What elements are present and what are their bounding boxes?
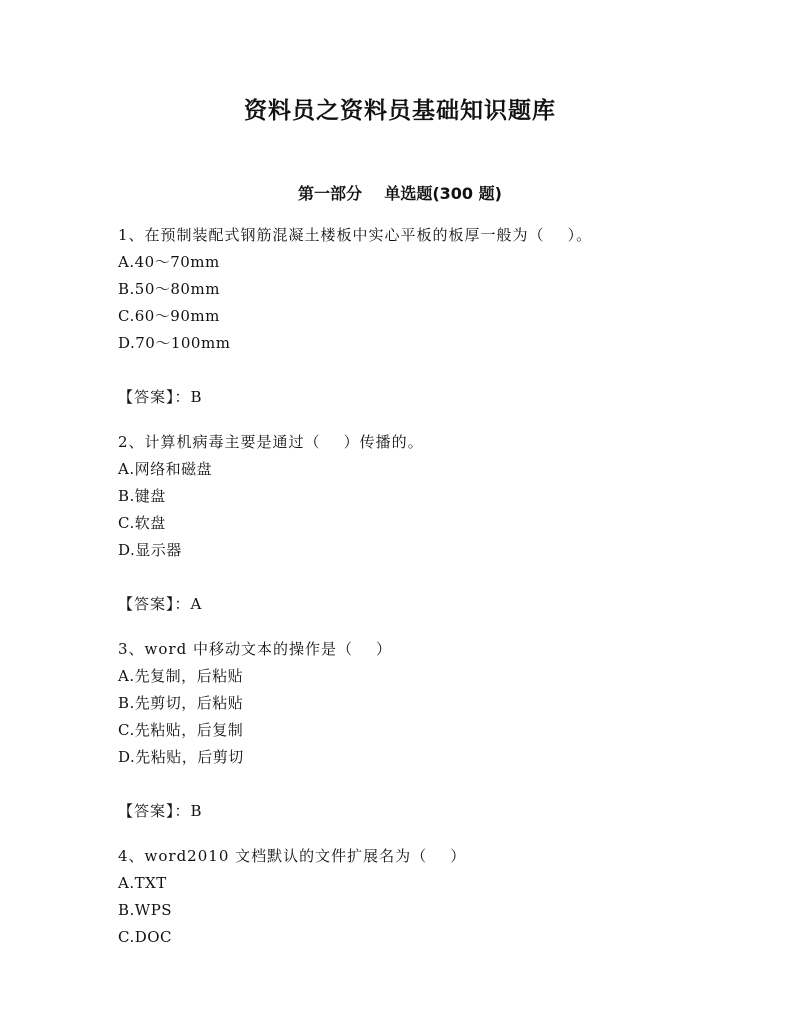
option-a: A.网络和磁盘 [118, 460, 213, 478]
question-3 [118, 636, 718, 825]
answer-value: A [190, 595, 202, 613]
question-stem: 1、在预制装配式钢筋混凝土楼板中实心平板的板厚一般为（ ）。 [118, 226, 593, 244]
option-b: B.先剪切，后粘贴 [118, 694, 244, 712]
option-b: B.50～80mm [118, 280, 220, 298]
option-a: A.先复制，后粘贴 [118, 667, 244, 685]
answer-value: B [190, 388, 202, 406]
answer-line [118, 591, 718, 618]
answer-line [118, 798, 718, 825]
option-a: A.40～70mm [118, 253, 220, 271]
question-stem: 2、计算机病毒主要是通过（ ）传播的。 [118, 433, 424, 451]
option-c: C.软盘 [118, 514, 166, 532]
option-b: B.WPS [118, 901, 173, 919]
answer-label: 【答案】： [118, 388, 191, 406]
question-4 [118, 843, 718, 951]
document-title: 资料员之资料员基础知识题库 [244, 98, 556, 124]
answer-label: 【答案】： [118, 595, 191, 613]
option-b: B.键盘 [118, 487, 166, 505]
section-title: 第一部分 单选题(300 题) [298, 184, 502, 203]
option-d: D.先粘贴，后剪切 [118, 748, 244, 766]
question-list [118, 222, 718, 951]
option-d: D.显示器 [118, 541, 182, 559]
option-a: A.TXT [118, 874, 167, 892]
question-stem: 3、word 中移动文本的操作是（ ） [118, 640, 393, 658]
answer-label: 【答案】： [118, 802, 191, 820]
question-stem: 4、word2010 文档默认的文件扩展名为（ ） [118, 847, 467, 865]
answer-value: B [190, 802, 202, 820]
option-c: C.60～90mm [118, 307, 220, 325]
question-1 [118, 222, 718, 411]
answer-line [118, 384, 718, 411]
option-c: C.DOC [118, 928, 173, 946]
option-d: D.70～100mm [118, 334, 231, 352]
question-2 [118, 429, 718, 618]
option-c: C.先粘贴，后复制 [118, 721, 244, 739]
